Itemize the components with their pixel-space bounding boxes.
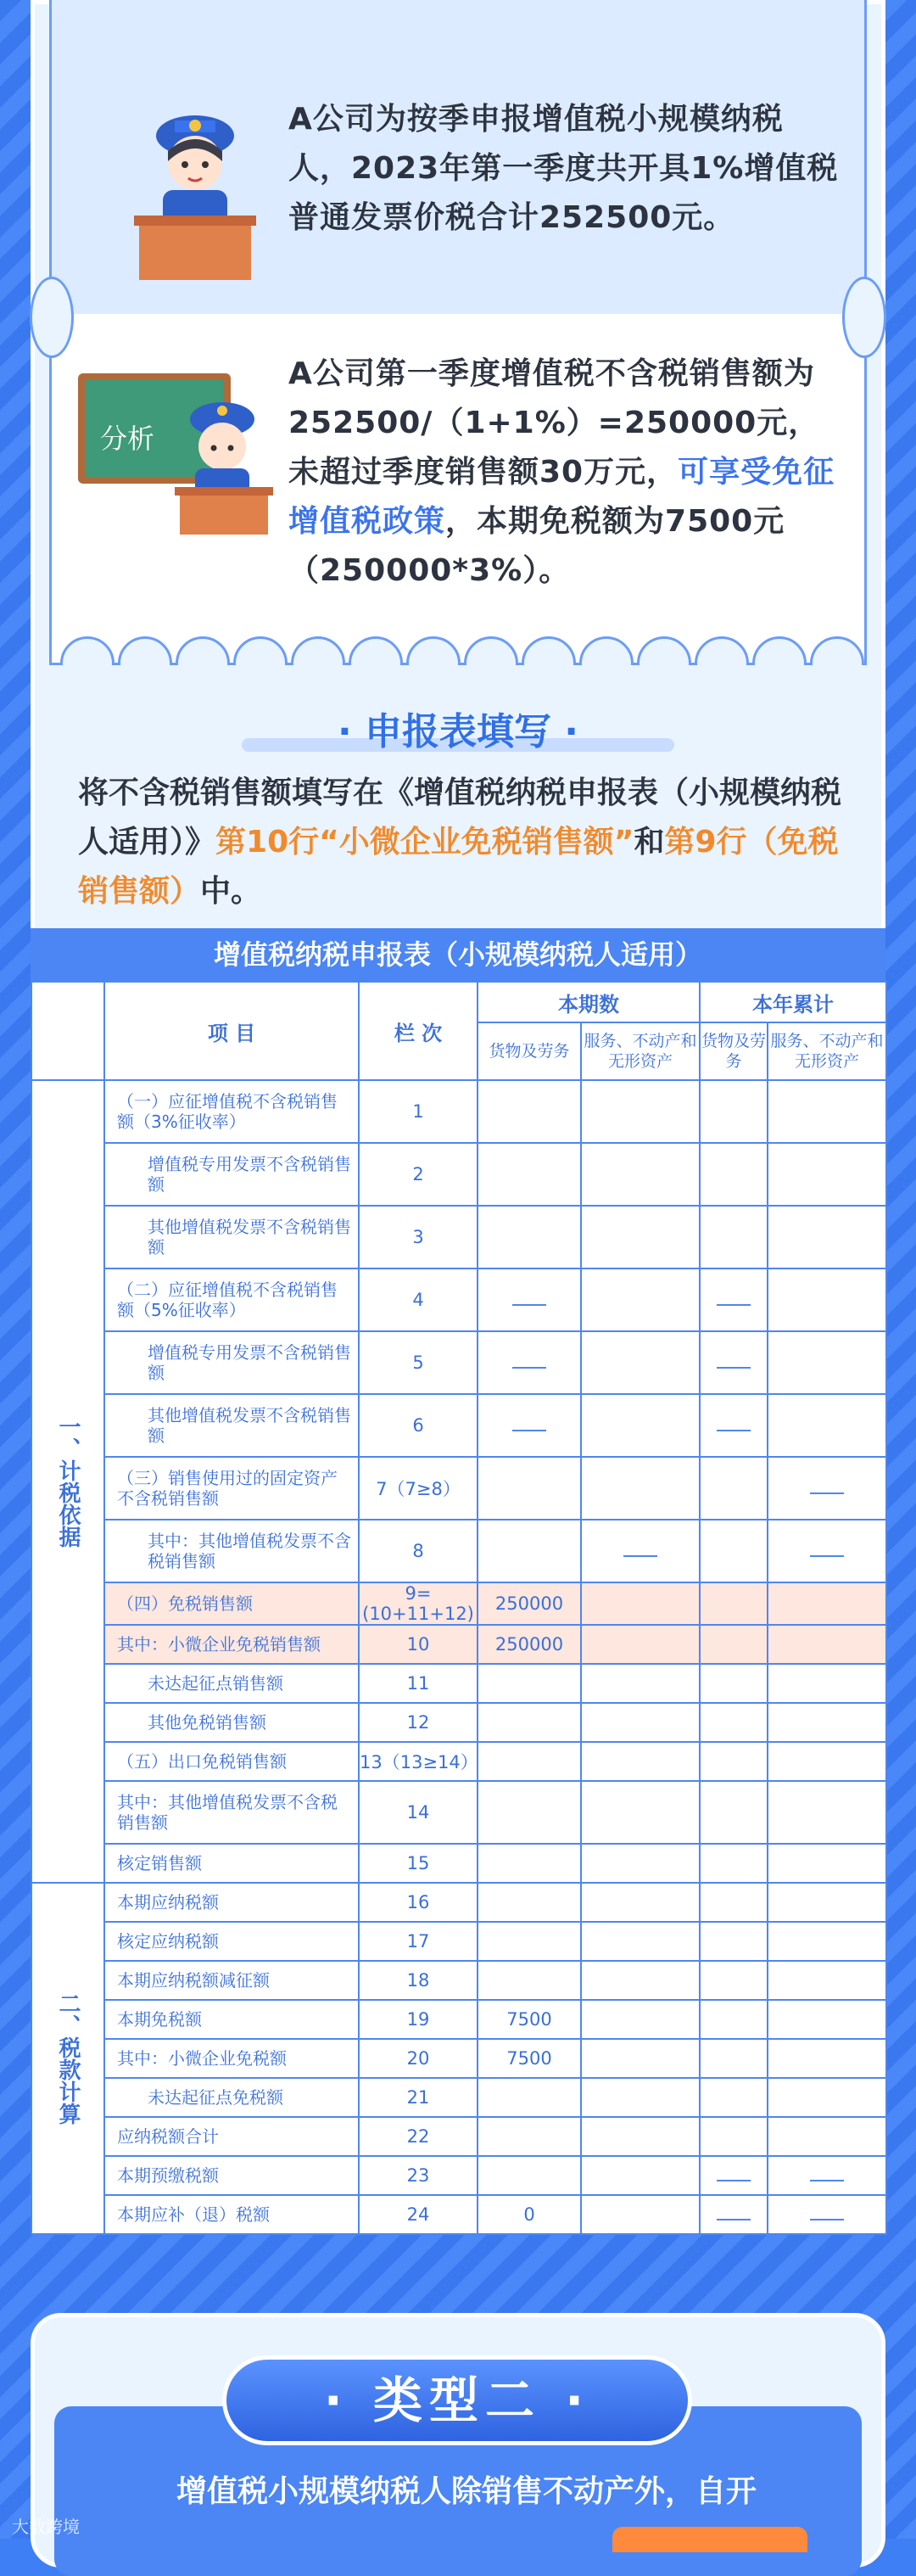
row-line: 13（13≥14） <box>359 1742 478 1781</box>
row-item: 增值税专用发票不含税销售额 <box>104 1143 359 1206</box>
row-value-cell <box>700 1781 768 1844</box>
table-row <box>31 2117 886 2156</box>
row-value-cell <box>581 1961 700 2000</box>
row-value-cell <box>478 1664 581 1703</box>
row-value-cell <box>478 1080 581 1143</box>
row-value-cell <box>581 2039 700 2078</box>
table-row <box>31 2195 886 2234</box>
row-value-cell <box>581 1143 700 1206</box>
row-value-cell <box>478 1844 581 1883</box>
row-value-cell <box>581 1331 700 1394</box>
row-line: 19 <box>359 2000 478 2039</box>
row-value-cell <box>768 1781 886 1844</box>
row-value-current-goods: 250000 <box>478 1625 581 1664</box>
row-item: 核定销售额 <box>104 1844 359 1883</box>
intro-text: 将不含税销售额填写在《增值税纳税申报表（小规模纳税人适用）》第10行“小微企业免税销售额”和第9行（免税销售额）中。 <box>78 776 842 909</box>
row-line: 23 <box>359 2156 478 2195</box>
row-value-cell <box>581 2078 700 2117</box>
row-line: 24 <box>359 2195 478 2234</box>
row-item: 本期免税额 <box>104 2000 359 2039</box>
row-value-cell <box>768 1625 886 1664</box>
not-applicable-dash <box>810 2180 844 2181</box>
row-line: 2 <box>359 1143 478 1206</box>
row-value-cell <box>768 1457 886 1520</box>
row-value-cell <box>700 1457 768 1520</box>
row-line: 15 <box>359 1844 478 1883</box>
row-value-cell <box>581 1781 700 1844</box>
table-header-row <box>31 982 886 1022</box>
row-value-cell <box>700 2000 768 2039</box>
table-row <box>31 2156 886 2195</box>
row-value-cell <box>700 1961 768 2000</box>
row-line: 17 <box>359 1922 478 1961</box>
row-item: 其中：小微企业免税销售额 <box>104 1625 359 1664</box>
table-row <box>31 1520 886 1582</box>
table-row <box>31 1922 886 1961</box>
table-title: 增值税纳税申报表（小规模纳税人适用） <box>31 928 885 981</box>
row-item: 增值税专用发票不含税销售额 <box>104 1331 359 1394</box>
col-current: 本期数 <box>478 982 700 1022</box>
sub-services: 服务、不动产和无形资产 <box>581 1022 700 1080</box>
row-value-cell <box>700 1883 768 1922</box>
row-item: 本期预缴税额 <box>104 2156 359 2195</box>
not-applicable-dash <box>623 1555 657 1557</box>
analysis-text: A公司第一季度增值税不含税销售额为252500/（1+1%）=250000元，未超过季度销售额30万元，可享受免征增值税政策，本期免税额为7500元（250000*3%）。 <box>288 356 835 588</box>
row-value-cell <box>581 1394 700 1457</box>
row-value-cell <box>700 1703 768 1742</box>
row-line: 14 <box>359 1781 478 1844</box>
problem-text: A公司为按季申报增值税小规模纳税人，2023年第一季度共开具1%增值税普通发票价税合计252500元。 <box>288 102 839 235</box>
row-value-cell <box>768 1331 886 1394</box>
sub-goods-ytd: 货物及劳务 <box>700 1022 768 1080</box>
row-item: 未达起征点免税额 <box>104 2078 359 2117</box>
sub-services-ytd: 服务、不动产和无形资产 <box>768 1022 886 1080</box>
row-value-cell <box>700 1582 768 1625</box>
row-value-cell <box>768 1922 886 1961</box>
table-row <box>31 1961 886 2000</box>
row-value-cell <box>700 2039 768 2078</box>
row-value-cell <box>581 1703 700 1742</box>
row-value-cell <box>478 1143 581 1206</box>
row-value-cell <box>700 1922 768 1961</box>
officer-podium-illustration <box>127 102 263 280</box>
ticket-notch-left <box>30 277 74 358</box>
row-value-cell <box>700 2117 768 2156</box>
not-applicable-dash <box>717 2180 751 2181</box>
table-row <box>31 1457 886 1520</box>
row-value-cell <box>478 1394 581 1457</box>
row-value-cell <box>478 1520 581 1582</box>
row-value-cell <box>478 1457 581 1520</box>
table-row <box>31 1080 886 1143</box>
intro-highlight-line10: 第10行“小微企业免税销售额” <box>215 825 634 860</box>
not-applicable-dash <box>512 1304 546 1306</box>
table-row <box>31 1664 886 1703</box>
row-value-cell <box>700 1520 768 1582</box>
row-value-cell <box>581 1922 700 1961</box>
row-value-cell <box>581 1625 700 1664</box>
table-row <box>31 1143 886 1206</box>
row-value-cell <box>581 1742 700 1781</box>
row-item: 本期应补（退）税额 <box>104 2195 359 2234</box>
table-row <box>31 1703 886 1742</box>
row-line: 7（7≥8） <box>359 1457 478 1520</box>
row-value-cell <box>700 2078 768 2117</box>
row-line: 8 <box>359 1520 478 1582</box>
row-item: 其他增值税发票不含税销售额 <box>104 1394 359 1457</box>
row-value-cell <box>700 1625 768 1664</box>
intro-highlight-line9: 第9行（免税销售额） <box>78 825 839 909</box>
table-row <box>31 1844 886 1883</box>
col-item: 项 目 <box>104 982 359 1080</box>
row-value-cell <box>700 2195 768 2234</box>
table-row <box>31 2078 886 2117</box>
row-value-cell <box>478 1781 581 1844</box>
row-value-current-goods: 250000 <box>478 1582 581 1625</box>
type2-orange-tab <box>612 2527 807 2552</box>
row-line: 1 <box>359 1080 478 1143</box>
row-value-cell <box>768 2000 886 2039</box>
col-ytd: 本年累计 <box>700 982 886 1022</box>
row-value-cell <box>768 1742 886 1781</box>
row-value-cell <box>478 1742 581 1781</box>
not-applicable-dash <box>512 1430 546 1431</box>
row-value-cell <box>581 2156 700 2195</box>
row-value-cell <box>700 2156 768 2195</box>
row-value-cell <box>768 1080 886 1143</box>
row-value-cell <box>768 1394 886 1457</box>
row-value-cell <box>768 1143 886 1206</box>
not-applicable-dash <box>717 1430 751 1431</box>
table-row <box>31 1582 886 1625</box>
not-applicable-dash <box>717 1367 751 1369</box>
row-value-current-goods: 7500 <box>478 2000 581 2039</box>
row-value-cell <box>581 1268 700 1331</box>
row-line: 20 <box>359 2039 478 2078</box>
row-line: 22 <box>359 2117 478 2156</box>
row-item: （三）销售使用过的固定资产不含税销售额 <box>104 1457 359 1520</box>
row-line: 4 <box>359 1268 478 1331</box>
section-title: · 申报表填写 · <box>337 710 579 753</box>
table-row <box>31 1742 886 1781</box>
row-item: 应纳税额合计 <box>104 2117 359 2156</box>
row-value-cell <box>478 1883 581 1922</box>
row-value-cell <box>478 2117 581 2156</box>
row-value-cell <box>478 1703 581 1742</box>
row-value-cell <box>581 1883 700 1922</box>
row-item: 其中：其他增值税发票不含税销售额 <box>104 1781 359 1844</box>
row-line: 16 <box>359 1883 478 1922</box>
table-row <box>31 1268 886 1331</box>
row-value-cell <box>700 1394 768 1457</box>
table-row <box>31 1206 886 1268</box>
row-value-cell <box>478 2156 581 2195</box>
row-value-cell <box>768 1883 886 1922</box>
not-applicable-dash <box>810 1492 844 1494</box>
row-item: （一）应征增值税不含税销售额（3%征收率） <box>104 1080 359 1143</box>
row-item: 其中：小微企业免税额 <box>104 2039 359 2078</box>
row-value-current-goods: 7500 <box>478 2039 581 2078</box>
row-line: 18 <box>359 1961 478 2000</box>
row-value-cell <box>768 2156 886 2195</box>
row-value-cell <box>581 2117 700 2156</box>
watermark: 大数跨境 <box>12 2517 80 2537</box>
row-value-cell <box>768 2195 886 2234</box>
table-row <box>31 2039 886 2078</box>
row-line: 6 <box>359 1394 478 1457</box>
row-line: 9=(10+11+12) <box>359 1582 478 1625</box>
side-label-calc: 二、税款计算 <box>31 1883 104 2234</box>
row-value-cell <box>768 1268 886 1331</box>
row-value-cell <box>768 1844 886 1883</box>
row-item: 其中：其他增值税发票不含税销售额 <box>104 1520 359 1582</box>
col-line: 栏 次 <box>359 982 478 1080</box>
row-value-cell <box>478 1268 581 1331</box>
row-value-cell <box>581 1582 700 1625</box>
row-value-cell <box>700 1143 768 1206</box>
row-line: 11 <box>359 1664 478 1703</box>
table-row <box>31 1331 886 1394</box>
table-row <box>31 1625 886 1664</box>
type2-pill: · 类型二 · <box>222 2355 692 2445</box>
row-value-cell <box>700 1844 768 1883</box>
type2-text: 增值税小规模纳税人除销售不动产外，自开 <box>176 2474 757 2509</box>
row-value-cell <box>700 1268 768 1331</box>
row-value-cell <box>478 1922 581 1961</box>
row-item: 核定应纳税额 <box>104 1922 359 1961</box>
not-applicable-dash <box>810 1555 844 1557</box>
row-value-cell <box>768 1664 886 1703</box>
ticket-notch-right <box>842 277 886 358</box>
row-line: 3 <box>359 1206 478 1268</box>
row-item: 其他增值税发票不含税销售额 <box>104 1206 359 1268</box>
row-value-cell <box>768 1961 886 2000</box>
row-item: （二）应征增值税不含税销售额（5%征收率） <box>104 1268 359 1331</box>
row-value-cell <box>581 1206 700 1268</box>
analysis-highlight: 可享受免征增值税政策 <box>288 455 835 539</box>
not-applicable-dash <box>512 1367 546 1369</box>
row-item: 本期应纳税额 <box>104 1883 359 1922</box>
row-value-cell <box>581 1520 700 1582</box>
row-item: （五）出口免税销售额 <box>104 1742 359 1781</box>
row-value-cell <box>478 2078 581 2117</box>
row-value-cell <box>478 1961 581 2000</box>
row-item: （四）免税销售额 <box>104 1582 359 1625</box>
row-item: 其他免税销售额 <box>104 1703 359 1742</box>
row-value-cell <box>768 2117 886 2156</box>
row-line: 10 <box>359 1625 478 1664</box>
row-value-cell <box>478 1206 581 1268</box>
row-line: 12 <box>359 1703 478 1742</box>
row-value-cell <box>768 2078 886 2117</box>
row-value-cell <box>768 1206 886 1268</box>
not-applicable-dash <box>717 2219 751 2220</box>
row-item: 本期应纳税额减征额 <box>104 1961 359 2000</box>
row-value-cell <box>581 1457 700 1520</box>
row-value-cell <box>768 1703 886 1742</box>
row-value-cell <box>478 1331 581 1394</box>
row-line: 21 <box>359 2078 478 2117</box>
row-value-cell <box>581 1664 700 1703</box>
row-value-current-goods: 0 <box>478 2195 581 2234</box>
analysis-label: 分析 <box>100 423 155 455</box>
row-value-cell <box>700 1742 768 1781</box>
table-row <box>31 1781 886 1844</box>
row-value-cell <box>581 1844 700 1883</box>
row-value-cell <box>700 1331 768 1394</box>
table-row <box>31 2000 886 2039</box>
row-value-cell <box>581 2000 700 2039</box>
side-label-basis: 一、计税依据 <box>31 1080 104 1883</box>
sub-goods: 货物及劳务 <box>478 1022 581 1080</box>
row-value-cell <box>768 1520 886 1582</box>
corner-cell <box>31 982 104 1080</box>
table-row <box>31 1394 886 1457</box>
row-value-cell <box>700 1080 768 1143</box>
row-value-cell <box>700 1664 768 1703</box>
row-item: 未达起征点销售额 <box>104 1664 359 1703</box>
row-value-cell <box>581 2195 700 2234</box>
vat-return-table <box>31 981 887 2235</box>
not-applicable-dash <box>810 2219 844 2220</box>
row-value-cell <box>581 1080 700 1143</box>
row-line: 5 <box>359 1331 478 1394</box>
table-body <box>31 1080 886 2234</box>
table-row <box>31 1883 886 1922</box>
row-value-cell <box>700 1206 768 1268</box>
not-applicable-dash <box>717 1304 751 1306</box>
ticket-scallop-edge <box>52 623 864 665</box>
row-value-cell <box>768 2039 886 2078</box>
row-value-cell <box>768 1582 886 1625</box>
